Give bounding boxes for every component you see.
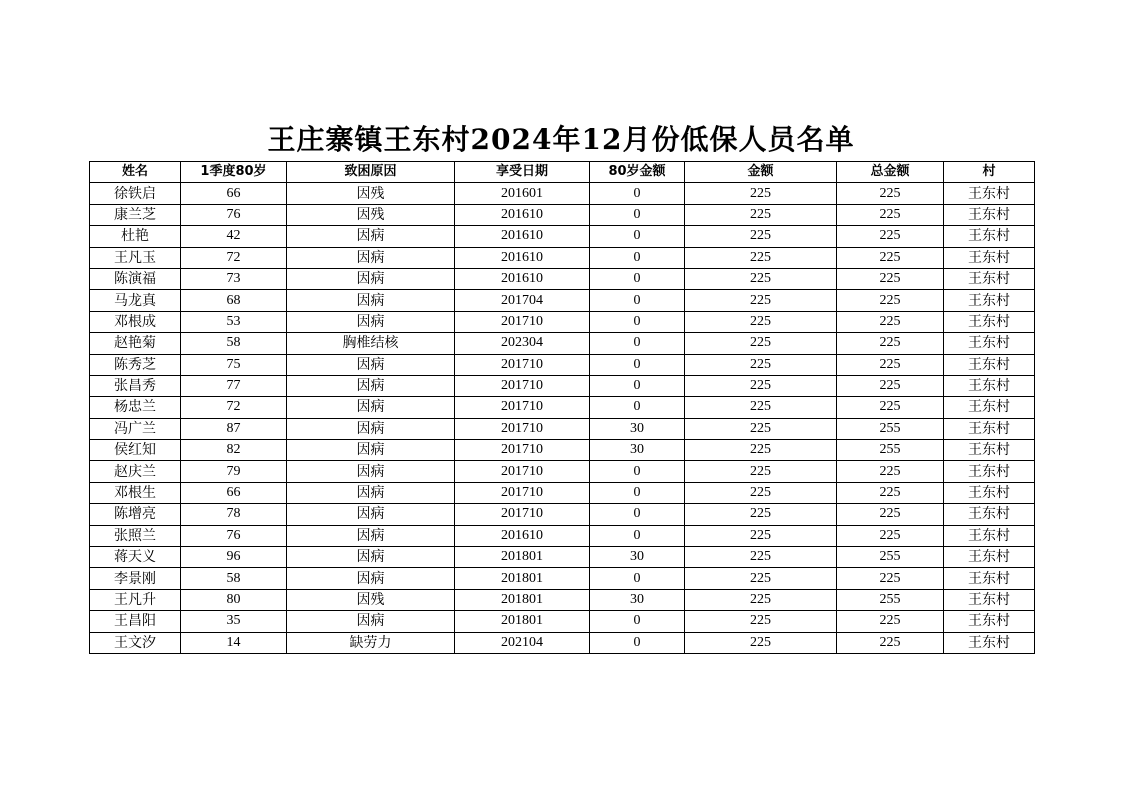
cell-age: 42	[181, 226, 287, 247]
table-row	[90, 589, 1035, 610]
cell-village: 王东村	[944, 354, 1035, 375]
cell-amount: 225	[685, 183, 837, 204]
cell-age-80-amount: 0	[590, 333, 685, 354]
cell-start-date: 201710	[455, 375, 590, 396]
cell-name: 杨忠兰	[90, 397, 181, 418]
cell-amount: 225	[685, 440, 837, 461]
cell-total-amount: 225	[837, 375, 944, 396]
table-row	[90, 525, 1035, 546]
cell-start-date: 201610	[455, 525, 590, 546]
cell-hardship-reason: 因病	[287, 568, 455, 589]
cell-name: 王凡升	[90, 589, 181, 610]
cell-hardship-reason: 因病	[287, 290, 455, 311]
cell-name: 李景刚	[90, 568, 181, 589]
cell-hardship-reason: 因病	[287, 440, 455, 461]
cell-name: 赵艳菊	[90, 333, 181, 354]
cell-amount: 225	[685, 418, 837, 439]
cell-name: 蒋天义	[90, 547, 181, 568]
cell-hardship-reason: 因病	[287, 418, 455, 439]
table-row	[90, 226, 1035, 247]
cell-hardship-reason: 因病	[287, 504, 455, 525]
cell-start-date: 201610	[455, 226, 590, 247]
cell-age-80-amount: 0	[590, 632, 685, 653]
cell-hardship-reason: 因病	[287, 268, 455, 289]
cell-name: 康兰芝	[90, 204, 181, 225]
cell-amount: 225	[685, 247, 837, 268]
cell-age-80-amount: 0	[590, 290, 685, 311]
cell-hardship-reason: 因病	[287, 397, 455, 418]
cell-age-80-amount: 0	[590, 311, 685, 332]
cell-village: 王东村	[944, 247, 1035, 268]
cell-total-amount: 255	[837, 547, 944, 568]
cell-hardship-reason: 因残	[287, 183, 455, 204]
cell-village: 王东村	[944, 525, 1035, 546]
cell-age-80-amount: 0	[590, 504, 685, 525]
cell-village: 王东村	[944, 632, 1035, 653]
cell-amount: 225	[685, 290, 837, 311]
cell-name: 侯红知	[90, 440, 181, 461]
table-row	[90, 547, 1035, 568]
cell-age: 96	[181, 547, 287, 568]
document-title: 王庄寨镇王东村2024年12月份低保人员名单	[267, 123, 855, 156]
cell-start-date: 201710	[455, 397, 590, 418]
cell-age-80-amount: 0	[590, 482, 685, 503]
cell-total-amount: 225	[837, 226, 944, 247]
cell-age-80-amount: 0	[590, 568, 685, 589]
cell-hardship-reason: 因病	[287, 375, 455, 396]
cell-village: 王东村	[944, 547, 1035, 568]
cell-age: 35	[181, 611, 287, 632]
cell-age-80-amount: 0	[590, 611, 685, 632]
table-row	[90, 418, 1035, 439]
cell-total-amount: 225	[837, 333, 944, 354]
cell-amount: 225	[685, 226, 837, 247]
cell-start-date: 201710	[455, 418, 590, 439]
cell-total-amount: 225	[837, 397, 944, 418]
cell-age: 79	[181, 461, 287, 482]
cell-age: 14	[181, 632, 287, 653]
cell-hardship-reason: 因病	[287, 247, 455, 268]
cell-hardship-reason: 胸椎结核	[287, 333, 455, 354]
table-row	[90, 333, 1035, 354]
table-row	[90, 375, 1035, 396]
cell-start-date: 201710	[455, 354, 590, 375]
cell-village: 王东村	[944, 333, 1035, 354]
cell-village: 王东村	[944, 204, 1035, 225]
cell-age-80-amount: 30	[590, 440, 685, 461]
table-row	[90, 354, 1035, 375]
header-hardship-reason: 致困原因	[287, 162, 455, 183]
cell-village: 王东村	[944, 589, 1035, 610]
table-row	[90, 397, 1035, 418]
cell-hardship-reason: 因病	[287, 226, 455, 247]
cell-total-amount: 225	[837, 247, 944, 268]
cell-name: 邓根成	[90, 311, 181, 332]
table-header-row	[90, 162, 1035, 183]
cell-hardship-reason: 因病	[287, 311, 455, 332]
cell-name: 张照兰	[90, 525, 181, 546]
cell-start-date: 201610	[455, 204, 590, 225]
cell-total-amount: 225	[837, 611, 944, 632]
header-start-date: 享受日期	[455, 162, 590, 183]
cell-age-80-amount: 0	[590, 397, 685, 418]
cell-total-amount: 225	[837, 354, 944, 375]
cell-amount: 225	[685, 547, 837, 568]
header-total-amount: 总金额	[837, 162, 944, 183]
cell-amount: 225	[685, 204, 837, 225]
cell-total-amount: 225	[837, 632, 944, 653]
cell-start-date: 201710	[455, 461, 590, 482]
cell-age: 77	[181, 375, 287, 396]
table-row	[90, 268, 1035, 289]
table-row	[90, 461, 1035, 482]
cell-name: 邓根生	[90, 482, 181, 503]
cell-start-date: 201801	[455, 589, 590, 610]
cell-age: 76	[181, 525, 287, 546]
cell-age: 75	[181, 354, 287, 375]
cell-start-date: 201801	[455, 547, 590, 568]
cell-age: 76	[181, 204, 287, 225]
cell-total-amount: 225	[837, 525, 944, 546]
cell-amount: 225	[685, 632, 837, 653]
cell-amount: 225	[685, 611, 837, 632]
header-name: 姓名	[90, 162, 181, 183]
cell-village: 王东村	[944, 611, 1035, 632]
subsistence-roster-table	[89, 161, 1035, 654]
cell-total-amount: 255	[837, 418, 944, 439]
cell-amount: 225	[685, 375, 837, 396]
cell-name: 马龙真	[90, 290, 181, 311]
cell-village: 王东村	[944, 268, 1035, 289]
cell-hardship-reason: 因病	[287, 525, 455, 546]
cell-amount: 225	[685, 568, 837, 589]
cell-age-80-amount: 0	[590, 183, 685, 204]
header-q1-age-80: 1季度80岁	[181, 162, 287, 183]
cell-age: 72	[181, 397, 287, 418]
cell-start-date: 201801	[455, 611, 590, 632]
table-body	[90, 183, 1035, 654]
cell-name: 陈演福	[90, 268, 181, 289]
table-row	[90, 290, 1035, 311]
cell-start-date: 202304	[455, 333, 590, 354]
header-amount: 金额	[685, 162, 837, 183]
cell-village: 王东村	[944, 375, 1035, 396]
table-row	[90, 204, 1035, 225]
cell-total-amount: 225	[837, 482, 944, 503]
cell-total-amount: 225	[837, 183, 944, 204]
table-row	[90, 611, 1035, 632]
cell-amount: 225	[685, 461, 837, 482]
cell-amount: 225	[685, 482, 837, 503]
cell-age-80-amount: 0	[590, 461, 685, 482]
cell-age-80-amount: 0	[590, 247, 685, 268]
cell-total-amount: 255	[837, 440, 944, 461]
cell-age: 53	[181, 311, 287, 332]
cell-hardship-reason: 因病	[287, 461, 455, 482]
cell-hardship-reason: 因病	[287, 354, 455, 375]
cell-name: 冯广兰	[90, 418, 181, 439]
cell-age-80-amount: 0	[590, 525, 685, 546]
cell-age: 80	[181, 589, 287, 610]
cell-name: 王昌阳	[90, 611, 181, 632]
cell-village: 王东村	[944, 290, 1035, 311]
cell-start-date: 201710	[455, 482, 590, 503]
cell-hardship-reason: 因病	[287, 547, 455, 568]
cell-name: 赵庆兰	[90, 461, 181, 482]
cell-village: 王东村	[944, 418, 1035, 439]
cell-age-80-amount: 30	[590, 589, 685, 610]
cell-age: 87	[181, 418, 287, 439]
cell-village: 王东村	[944, 482, 1035, 503]
cell-hardship-reason: 因病	[287, 611, 455, 632]
cell-total-amount: 225	[837, 311, 944, 332]
cell-start-date: 201710	[455, 440, 590, 461]
cell-amount: 225	[685, 311, 837, 332]
cell-total-amount: 225	[837, 461, 944, 482]
cell-age: 68	[181, 290, 287, 311]
cell-village: 王东村	[944, 461, 1035, 482]
table-row	[90, 247, 1035, 268]
cell-amount: 225	[685, 333, 837, 354]
table-row	[90, 504, 1035, 525]
cell-total-amount: 225	[837, 290, 944, 311]
cell-age: 78	[181, 504, 287, 525]
cell-amount: 225	[685, 354, 837, 375]
cell-age: 72	[181, 247, 287, 268]
cell-hardship-reason: 因残	[287, 204, 455, 225]
cell-village: 王东村	[944, 504, 1035, 525]
cell-age-80-amount: 0	[590, 204, 685, 225]
cell-age: 66	[181, 482, 287, 503]
header-age-80-amount: 80岁金额	[590, 162, 685, 183]
table-row	[90, 440, 1035, 461]
cell-age: 58	[181, 568, 287, 589]
cell-name: 陈增亮	[90, 504, 181, 525]
cell-name: 王文汐	[90, 632, 181, 653]
cell-age: 73	[181, 268, 287, 289]
cell-total-amount: 225	[837, 568, 944, 589]
cell-amount: 225	[685, 397, 837, 418]
cell-amount: 225	[685, 525, 837, 546]
table-row	[90, 482, 1035, 503]
cell-age: 66	[181, 183, 287, 204]
cell-total-amount: 225	[837, 204, 944, 225]
cell-hardship-reason: 缺劳力	[287, 632, 455, 653]
cell-start-date: 201610	[455, 247, 590, 268]
cell-start-date: 201610	[455, 268, 590, 289]
cell-name: 陈秀芝	[90, 354, 181, 375]
cell-name: 杜艳	[90, 226, 181, 247]
cell-age-80-amount: 0	[590, 375, 685, 396]
cell-village: 王东村	[944, 440, 1035, 461]
cell-age: 82	[181, 440, 287, 461]
cell-village: 王东村	[944, 568, 1035, 589]
cell-name: 张昌秀	[90, 375, 181, 396]
cell-village: 王东村	[944, 397, 1035, 418]
cell-age-80-amount: 30	[590, 547, 685, 568]
cell-age: 58	[181, 333, 287, 354]
cell-start-date: 201801	[455, 568, 590, 589]
cell-age-80-amount: 0	[590, 226, 685, 247]
cell-village: 王东村	[944, 183, 1035, 204]
cell-name: 徐铁启	[90, 183, 181, 204]
cell-hardship-reason: 因病	[287, 482, 455, 503]
cell-age-80-amount: 0	[590, 354, 685, 375]
cell-total-amount: 225	[837, 504, 944, 525]
table-row	[90, 183, 1035, 204]
table-row	[90, 632, 1035, 653]
cell-age-80-amount: 30	[590, 418, 685, 439]
cell-total-amount: 225	[837, 268, 944, 289]
cell-start-date: 201710	[455, 504, 590, 525]
cell-name: 王凡玉	[90, 247, 181, 268]
cell-start-date: 201704	[455, 290, 590, 311]
cell-amount: 225	[685, 589, 837, 610]
cell-amount: 225	[685, 268, 837, 289]
cell-start-date: 201710	[455, 311, 590, 332]
cell-age-80-amount: 0	[590, 268, 685, 289]
table-row	[90, 568, 1035, 589]
cell-amount: 225	[685, 504, 837, 525]
cell-start-date: 201601	[455, 183, 590, 204]
cell-total-amount: 255	[837, 589, 944, 610]
cell-village: 王东村	[944, 226, 1035, 247]
header-village: 村	[944, 162, 1035, 183]
cell-village: 王东村	[944, 311, 1035, 332]
cell-hardship-reason: 因残	[287, 589, 455, 610]
table-row	[90, 311, 1035, 332]
cell-start-date: 202104	[455, 632, 590, 653]
